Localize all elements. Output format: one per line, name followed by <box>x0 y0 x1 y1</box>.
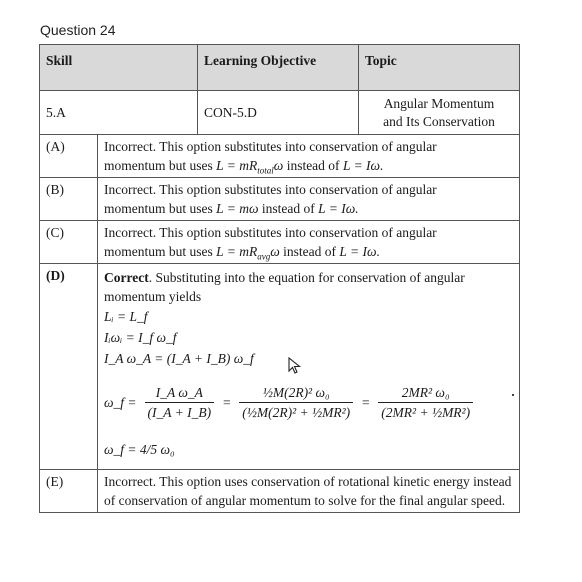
topic-line-1: Angular Momentum <box>383 95 495 111</box>
option-label: (C) <box>40 221 98 264</box>
explanation-line: Incorrect. This option substitutes into conservation of angular <box>104 139 437 154</box>
fraction-2: $\frac{\text{½M(2R)² ω₀}}{\text{(½M(2R)² + ½MR²)}}$ <box>239 383 353 422</box>
correct-equation: L = Iω. <box>339 244 380 259</box>
option-e-row <box>40 470 520 513</box>
omega-f-label: ω_f = <box>104 394 137 410</box>
used-equation: $L = mR_{total}\omega$ <box>216 158 284 176</box>
final-result: ω_f = 4/5 ω₀ <box>104 442 175 457</box>
answer-table <box>39 44 519 513</box>
explanation-text: . Substituting into the equation for conservation of angular momentum yields <box>104 270 465 304</box>
topic-line-2: and Its Conservation <box>383 113 495 129</box>
option-label: (A) <box>40 135 98 178</box>
option-b-row <box>40 178 520 221</box>
meta-row <box>40 91 520 135</box>
objective-header: Learning Objective <box>198 45 359 91</box>
instead-of-text: instead of <box>283 244 337 259</box>
option-a-row <box>40 135 520 178</box>
fraction-3: $\frac{\text{2MR² ω₀}}{\text{(2MR² + ½MR²)}}$ <box>378 383 473 422</box>
topic-value <box>359 91 520 135</box>
skill-header: Skill <box>40 45 198 91</box>
mouse-pointer-icon <box>288 357 302 375</box>
option-label: (D) <box>40 264 98 470</box>
derivation-line: ω_f = $\frac{\text{I\_A ω\_A}}{(I\_A + I\_B)}$ = $\frac{\text{½M(2R)² ω₀}}{\text{(½M(2R)² + ½MR²)}}$ = $\frac{\text{2MR² ω₀}}{\text{(2MR² + ½MR²)}}$ <box>104 369 513 435</box>
correct-label: Correct <box>104 270 149 285</box>
option-d-row <box>40 264 520 470</box>
option-explanation: Incorrect. This option uses conservation of rotational kinetic energy instead of conservation of angular momentum to solve for the final angular speed. <box>98 470 520 513</box>
objective-value: CON-5.D <box>198 91 359 135</box>
option-explanation <box>98 264 520 470</box>
header-row <box>40 45 520 91</box>
option-label: (E) <box>40 470 98 513</box>
equation-line-1: Lᵢ = L_f <box>104 309 148 324</box>
correct-equation: L = Iω. <box>342 158 384 173</box>
option-explanation <box>98 135 520 178</box>
equation-line-2: Iᵢωᵢ = I_f ω_f <box>104 330 177 345</box>
question-title: Question 24 <box>40 22 116 38</box>
option-label: (B) <box>40 178 98 221</box>
option-explanation <box>98 178 520 221</box>
used-equation: L = mω <box>216 201 259 216</box>
instead-of-text: instead of <box>261 201 315 216</box>
explanation-prefix: momentum but uses <box>104 244 213 259</box>
used-equation: $L = mR_{avg}\omega$ <box>216 244 280 262</box>
correct-equation: L = Iω. <box>318 201 359 216</box>
fraction-1: $\frac{\text{I\_A ω\_A}}{(I\_A + I\_B)}$ <box>145 383 215 422</box>
explanation-prefix: momentum but uses <box>104 201 213 216</box>
skill-value: 5.A <box>40 91 198 135</box>
topic-header: Topic <box>359 45 520 91</box>
instead-of-text: instead of <box>286 158 340 173</box>
explanation-prefix: momentum but uses <box>104 158 213 173</box>
option-explanation <box>98 221 520 264</box>
explanation-line: Incorrect. This option substitutes into conservation of angular <box>104 182 437 197</box>
stray-mark <box>512 394 514 396</box>
explanation-line: Incorrect. This option substitutes into conservation of angular <box>104 225 437 240</box>
equation-line-3: I_A ω_A = (I_A + I_B) ω_f <box>104 351 254 366</box>
option-c-row <box>40 221 520 264</box>
